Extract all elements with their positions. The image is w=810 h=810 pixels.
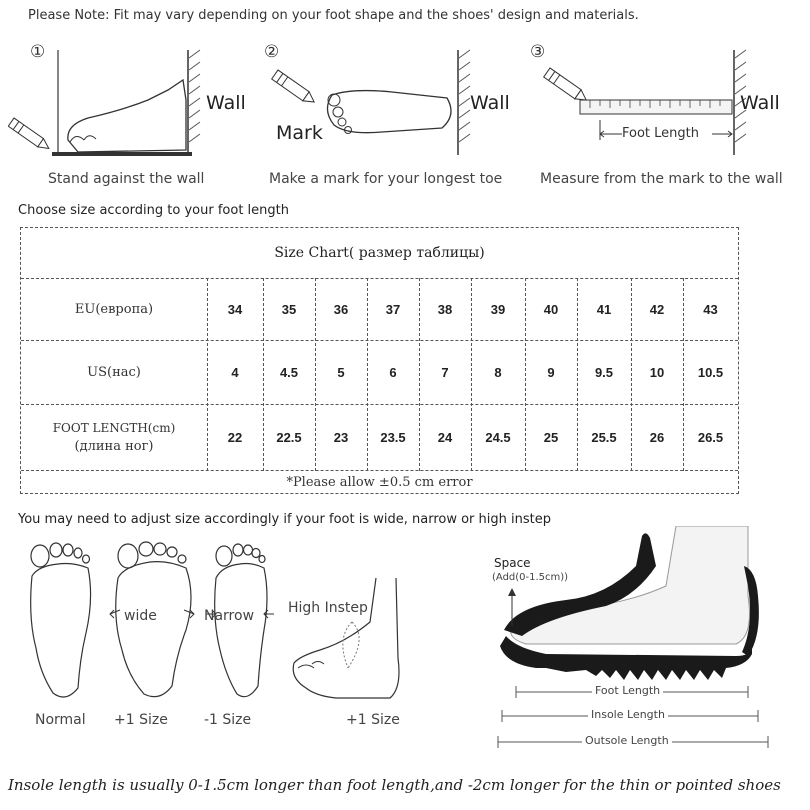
table-cell: 25 (543, 429, 559, 445)
table-cell: 22.5 (276, 429, 302, 445)
table-cell: 42 (649, 301, 665, 317)
table-cell: 34 (227, 301, 243, 317)
narrow-label: Narrow (204, 608, 255, 624)
table-cell: 39 (490, 301, 506, 317)
size-chart-table (20, 227, 739, 494)
table-cell: 36 (333, 301, 349, 317)
table-cell: 23.5 (380, 429, 406, 445)
high-instep-title: High Instep (288, 600, 368, 616)
row-label-foot-length (21, 404, 207, 470)
fit-note: Please Note: Fit may vary depending on your foot shape and the shoes' design and materials. (28, 8, 639, 23)
shoe-cross-section (486, 526, 786, 756)
space-label: Space (494, 556, 531, 570)
table-cell: 26 (649, 429, 665, 445)
row-label-eu (21, 278, 207, 340)
foot-length-label: Foot Length (592, 684, 663, 697)
insole-length-label: Insole Length (588, 708, 668, 721)
table-cell: 35 (281, 301, 297, 317)
table-cell: 4 (231, 364, 239, 380)
table-cell: 5 (337, 364, 345, 380)
step-2-illustration (262, 40, 522, 165)
row-label-subtext: (длина ног) (74, 438, 154, 454)
table-cell: 10.5 (697, 364, 724, 380)
table-cell: 43 (703, 301, 718, 317)
wide-label: wide (124, 608, 157, 624)
outsole-length-label: Outsole Length (582, 734, 672, 747)
size-chart-title: Size Chart( размер таблицы) (274, 245, 485, 261)
step-1-caption: Stand against the wall (48, 171, 205, 187)
step-1-illustration (8, 40, 246, 165)
row-label-text: EU(европа) (74, 301, 154, 317)
row-label-us (21, 340, 207, 404)
step-3-caption: Measure from the mark to the wall (540, 171, 783, 187)
table-cell: 24 (437, 429, 453, 445)
adjust-size-heading: You may need to adjust size accordingly if your foot is wide, narrow or high instep (18, 512, 551, 527)
wide-foot-caption: +1 Size (114, 712, 168, 728)
table-cell: 4.5 (279, 364, 299, 380)
step-3-illustration (528, 40, 798, 165)
step-3-wall-label: Wall (740, 92, 780, 114)
table-cell: 9 (547, 364, 555, 380)
table-cell: 23 (333, 429, 349, 445)
table-cell: 25.5 (591, 429, 617, 445)
narrow-foot-caption: -1 Size (204, 712, 252, 728)
step-2-wall-label: Wall (470, 92, 510, 114)
table-cell: 22 (227, 429, 243, 445)
table-cell: 24.5 (485, 429, 511, 445)
step-2-number: ② (264, 42, 280, 61)
table-cell: 10 (649, 364, 665, 380)
table-cell: 40 (543, 301, 559, 317)
row-label-text: US(нас) (87, 364, 141, 380)
step-1-wall-label: Wall (206, 92, 246, 114)
table-cell: 37 (385, 301, 401, 317)
insole-note-footer: Insole length is usually 0-1.5cm longer than foot length,and -2cm longer for the thin or pointed shoes (8, 776, 781, 794)
high-instep-caption: +1 Size (346, 712, 400, 728)
table-cell: 9.5 (594, 364, 614, 380)
normal-foot-caption: Normal (35, 712, 86, 728)
space-sub-label: (Add(0-1.5cm)) (492, 572, 569, 583)
table-cell: 38 (437, 301, 453, 317)
table-cell: 41 (596, 301, 612, 317)
step-2-mark-label: Mark (276, 122, 323, 144)
step-3-number: ③ (530, 42, 546, 61)
table-cell: 26.5 (697, 429, 724, 445)
step-3-foot-length-label: Foot Length (622, 126, 699, 141)
table-cell: 7 (441, 364, 449, 380)
choose-size-heading: Choose size according to your foot length (18, 203, 289, 218)
step-1-number: ① (30, 42, 46, 61)
table-cell: 6 (389, 364, 397, 380)
error-note: *Please allow ±0.5 cm error (286, 474, 473, 490)
row-label-text: FOOT LENGTH(cm) (52, 420, 176, 435)
step-2-caption: Make a mark for your longest toe (269, 171, 503, 187)
shoe-section-icon (486, 526, 786, 756)
foot-width-illustrations (18, 538, 468, 738)
table-cell: 8 (494, 364, 502, 380)
